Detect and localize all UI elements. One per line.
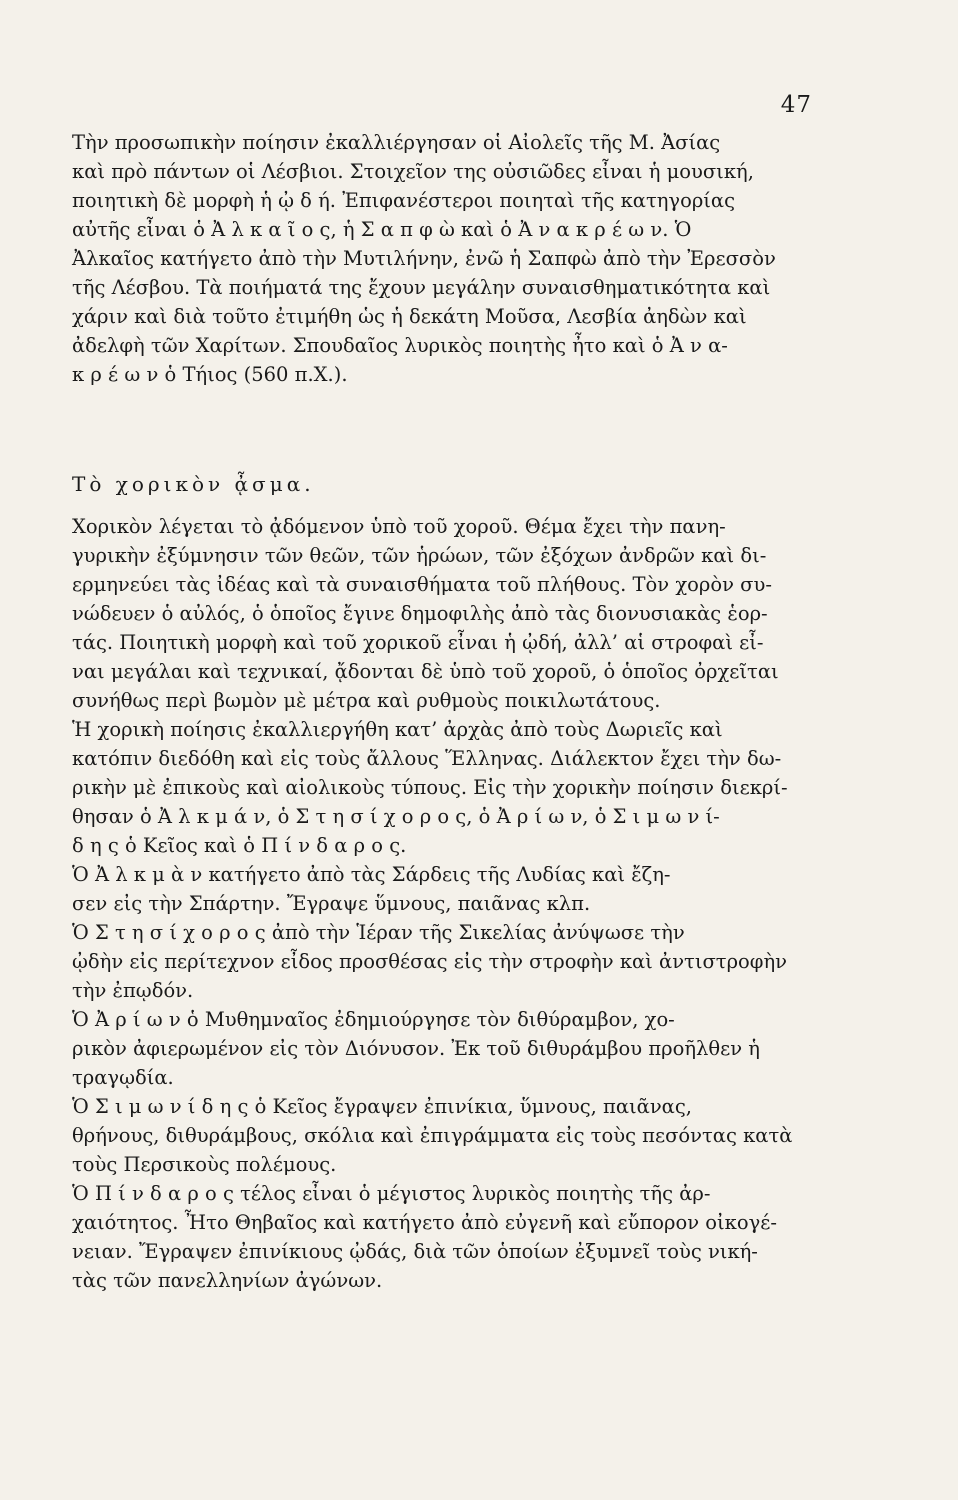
- text-line: ρικὴν μὲ ἐπικοὺς καὶ αἰολικοὺς τύπους. Εἰς τὴν χορικὴν ποίησιν διεκρί-: [72, 776, 788, 799]
- text-line: ναι μεγάλαι καὶ τεχνικαί, ᾄδονται δὲ ὑπὸ τοῦ χοροῦ, ὁ ὁποῖος ὀρχεῖται: [72, 660, 779, 683]
- text-line: γυρικὴν ἐξύμνησιν τῶν θεῶν, τῶν ἡρώων, τῶν ἐξόχων ἀνδρῶν καὶ δι-: [72, 544, 767, 567]
- main-text: [72, 512, 834, 1295]
- text-line: καὶ πρὸ πάντων οἱ Λέσβιοι. Στοιχεῖον της οὐσιῶδες εἶναι ἡ μουσική,: [72, 160, 754, 183]
- text-line: αὐτῆς εἶναι ὁ Ἀ λ κ α ῖ ο ς, ἡ Σ α π φ ὼ καὶ ὁ Ἀ ν α κ ρ έ ω ν. Ὁ: [72, 218, 692, 241]
- text-line: συνήθως περὶ βωμὸν μὲ μέτρα καὶ ρυθμοὺς ποικιλωτάτους.: [72, 689, 661, 712]
- text-line: δ η ς ὁ Κεῖος καὶ ὁ Π ί ν δ α ρ ο ς.: [72, 834, 407, 857]
- text-line: θρήνους, διθυράμβους, σκόλια καὶ ἐπιγράμματα εἰς τοὺς πεσόντας κατὰ: [72, 1124, 793, 1147]
- text-line: τῆς Λέσβου. Τὰ ποιήματά της ἔχουν μεγάλην συναισθηματικότητα καὶ: [72, 276, 771, 299]
- text-line: τὰς τῶν πανελληνίων ἀγώνων.: [72, 1269, 383, 1292]
- text-line: Τὴν προσωπικὴν ποίησιν ἐκαλλιέργησαν οἱ Αἰολεῖς τῆς Μ. Ἀσίας: [72, 131, 721, 154]
- text-line: χαιότητος. Ἦτο Θηβαῖος καὶ κατήγετο ἀπὸ εὐγενῆ καὶ εὔπορον οἰκογέ-: [72, 1211, 777, 1234]
- text-line: Ὁ Σ τ η σ ί χ ο ρ ο ς ἀπὸ τὴν Ἱέραν τῆς Σικελίας ἀνύψωσε τὴν: [72, 921, 685, 944]
- text-line: τὴν ἐπῳδόν.: [72, 979, 194, 1002]
- text-line: Ὁ Ἀ ρ ί ω ν ὁ Μυθημναῖος ἐδημιούργησε τὸν διθύραμβον, χο-: [72, 1008, 675, 1031]
- text-line: ερμηνεύει τὰς ἰδέας καὶ τὰ συναισθήματα τοῦ πλήθους. Τὸν χορὸν συ-: [72, 573, 772, 596]
- text-line: τοὺς Περσικοὺς πολέμους.: [72, 1153, 337, 1176]
- text-line: θησαν ὁ Ἀ λ κ μ ά ν, ὁ Σ τ η σ ί χ ο ρ ο ς, ὁ Ἀ ρ ί ω ν, ὁ Σ ι μ ω ν ί-: [72, 805, 720, 828]
- text-line: Ὁ Π ί ν δ α ρ ο ς τέλος εἶναι ὁ μέγιστος λυρικὸς ποιητὴς τῆς ἀρ-: [72, 1182, 711, 1205]
- text-line: ᾠδὴν εἰς περίτεχνον εἶδος προσθέσας εἰς τὴν στροφὴν καὶ ἀντιστροφὴν: [72, 950, 787, 973]
- text-line: κατόπιν διεδόθη καὶ εἰς τοὺς ἄλλους Ἕλληνας. Διάλεκτον ἔχει τὴν δω-: [72, 747, 782, 770]
- text-line: Ὁ Ἀ λ κ μ ὰ ν κατήγετο ἀπὸ τὰς Σάρδεις τῆς Λυδίας καὶ ἔζη-: [72, 863, 671, 886]
- text-line: Χορικὸν λέγεται τὸ ᾀδόμενον ὑπὸ τοῦ χοροῦ. Θέμα ἔχει τὴν πανη-: [72, 515, 726, 538]
- text-line: σεν εἰς τὴν Σπάρτην. Ἔγραψε ὕμνους, παιᾶνας κλπ.: [72, 892, 591, 915]
- section-heading: Τὸ χορικὸν ᾆσμα.: [72, 472, 315, 496]
- text-line: ποιητικὴ δὲ μορφὴ ἡ ᾠ δ ή. Ἐπιφανέστεροι ποιηταὶ τῆς κατηγορίας: [72, 189, 736, 212]
- text-line: Ὁ Σ ι μ ω ν ί δ η ς ὁ Κεῖος ἔγραψεν ἐπινίκια, ὕμνους, παιᾶνας,: [72, 1095, 692, 1118]
- text-line: νειαν. Ἔγραψεν ἐπινίκιους ᾠδάς, διὰ τῶν ὁποίων ἐξυμνεῖ τοὺς νική-: [72, 1240, 758, 1263]
- page-number: 47: [780, 92, 812, 118]
- text-line: ρικὸν ἀφιερωμένον εἰς τὸν Διόνυσον. Ἐκ τοῦ διθυράμβου προῆλθεν ἡ: [72, 1037, 760, 1060]
- text-line: κ ρ έ ω ν ὁ Τήιος (560 π.Χ.).: [72, 363, 348, 386]
- text-line: χάριν καὶ διὰ τοῦτο ἐτιμήθη ὡς ἡ δεκάτη Μοῦσα, Λεσβία ἀηδὼν καὶ: [72, 305, 747, 328]
- text-line: ἀδελφὴ τῶν Χαρίτων. Σπουδαῖος λυρικὸς ποιητὴς ἦτο καὶ ὁ Ἀ ν α-: [72, 334, 728, 357]
- text-line: τραγῳδία.: [72, 1066, 174, 1089]
- text-line: τάς. Ποιητικὴ μορφὴ καὶ τοῦ χορικοῦ εἶναι ἡ ᾠδή, ἀλλ’ αἱ στροφαὶ εἶ-: [72, 631, 764, 654]
- intro-paragraph: [72, 128, 834, 389]
- text-line: Ἀλκαῖος κατήγετο ἀπὸ τὴν Μυτιλήνην, ἐνῶ ἡ Σαπφὼ ἀπὸ τὴν Ἐρεσσὸν: [72, 247, 776, 270]
- text-line: Ἡ χορικὴ ποίησις ἐκαλλιεργήθη κατ’ ἀρχὰς ἀπὸ τοὺς Δωριεῖς καὶ: [72, 718, 723, 741]
- text-line: νώδευεν ὁ αὐλός, ὁ ὁποῖος ἔγινε δημοφιλὴς ἀπὸ τὰς διονυσιακὰς ἑορ-: [72, 602, 768, 625]
